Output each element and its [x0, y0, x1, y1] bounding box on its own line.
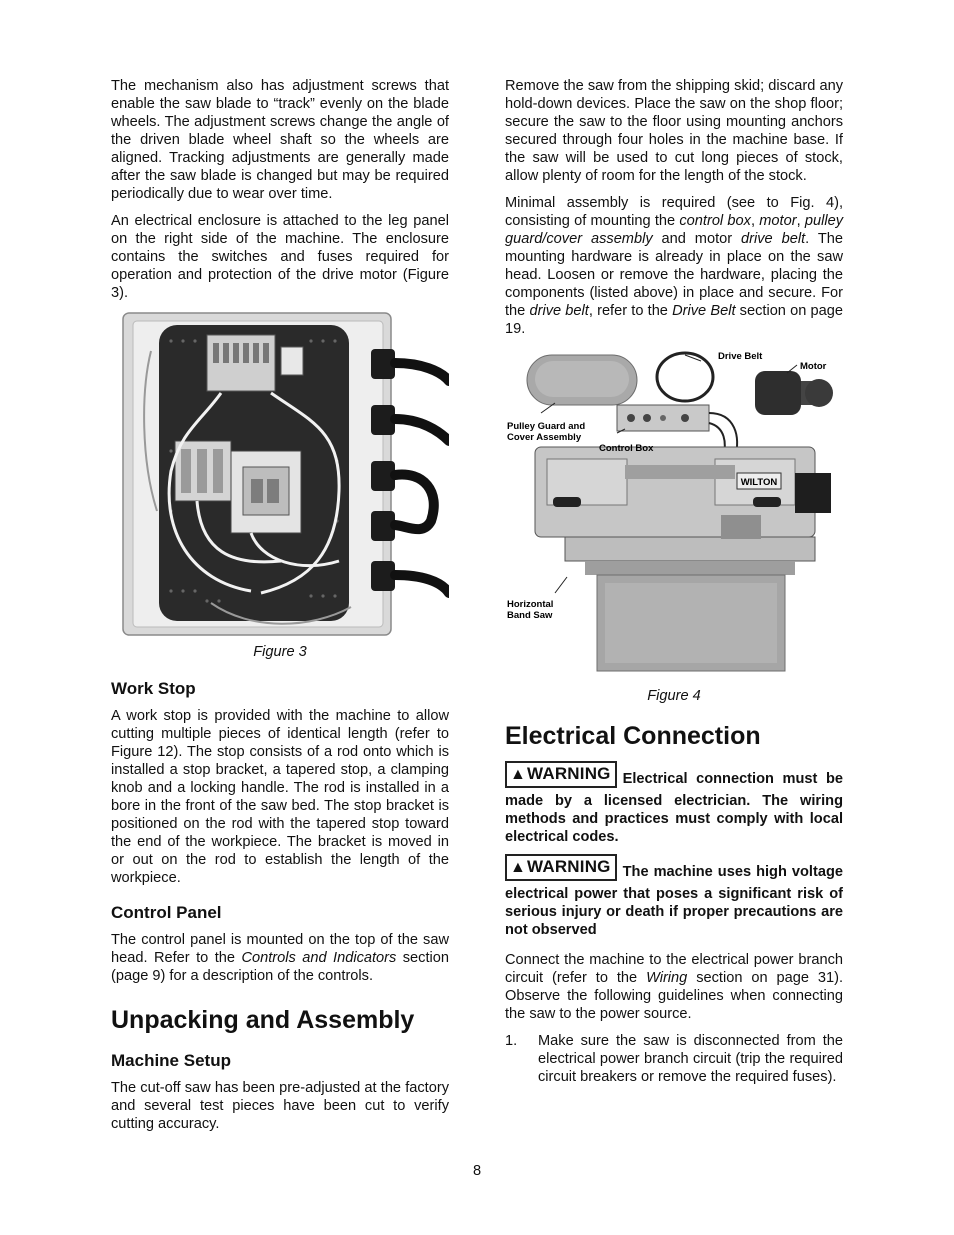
- control-panel-heading: Control Panel: [111, 903, 222, 922]
- right-column: [505, 77, 843, 1086]
- connect-machine-paragraph: Connect the machine to the electrical power branch circuit (refer to the Wiring section on page 31). Observe the following guidelines when connecting the saw to the power source.: [505, 952, 843, 1022]
- unpacking-assembly-heading: Unpacking and Assembly: [111, 1006, 415, 1034]
- remove-saw-paragraph: Remove the saw from the shipping skid; discard any hold-down devices. Place the saw on the shop floor; secure the saw to the floor using mounting anchors secured through four holes in the machine base. If the saw will be used to cut long pieces of stock, allow plenty of room for the length of the stock.: [505, 78, 843, 184]
- work-stop-heading: Work Stop: [111, 679, 196, 698]
- figure-3-electrical-enclosure-photo: [111, 311, 449, 637]
- band-saw-illustration: [505, 347, 843, 677]
- drive-belt-label: Drive Belt: [718, 351, 763, 362]
- left-column: [111, 77, 449, 1142]
- wilton-brand-label: WILTON: [740, 477, 778, 488]
- enclosure-illustration: [111, 311, 449, 637]
- connection-steps-list: [505, 1032, 843, 1086]
- pulley-guard-label-line-2: Cover Assembly: [507, 432, 582, 443]
- warning-triangle-icon: ▲: [510, 766, 527, 783]
- figure-4-assembly-photo: [505, 347, 843, 677]
- motor-label: Motor: [800, 361, 827, 372]
- page-number: 8: [472, 1163, 482, 1179]
- warning-high-voltage: ▲WARNING The machine uses high voltage electrical power that poses a significant risk of serious injury or death if proper precautions are not observed: [505, 858, 843, 939]
- control-box-label: Control Box: [599, 443, 654, 454]
- enclosure-paragraph: An electrical enclosure is attached to the leg panel on the right side of the machine. The enclosure contains the switches and fuses required for operation and protection of the drive motor (Figure 3).: [111, 213, 449, 301]
- horizontal-band-saw-label-line-1: Horizontal: [507, 599, 554, 610]
- warning-triangle-icon: ▲: [510, 859, 527, 876]
- assembly-paragraph: Minimal assembly is required (see to Fig. 4), consisting of mounting the control box, motor, pulley guard/cover assembly and motor drive belt. The mounting hardware is already in place on the saw head. Loosen or remove the hardware, placing the components (listed above) in place and secure. For the drive belt, refer to the Drive Belt section on page 19.: [505, 195, 844, 337]
- figure-3-caption: Figure 3: [253, 644, 307, 660]
- electrical-connection-heading: Electrical Connection: [505, 722, 761, 750]
- work-stop-paragraph: A work stop is provided with the machine to allow cutting multiple pieces of identical length (refer to Figure 12). The stop consists of a rod onto which is installed a stop bracket, a tapered stop, a clamping knob and a locking handle. The rod is installed in a bore in the front of the saw bed. The stop bracket is positioned on the rod with the tapered stop toward the end of the workpiece. The bracket is moved in or out on the rod to establish the length of the workpiece.: [111, 708, 449, 886]
- controls-indicators-ref: Controls and Indicators: [241, 950, 397, 966]
- figure-4-caption: Figure 4: [647, 688, 701, 704]
- warning-badge: ▲WARNING: [505, 854, 617, 881]
- wiring-ref: Wiring: [646, 970, 688, 986]
- machine-setup-heading: Machine Setup: [111, 1051, 231, 1070]
- control-panel-paragraph: The control panel is mounted on the top of the saw head. Refer to the Controls and Indicators section (page 9) for a description of the controls.: [111, 932, 449, 984]
- tracking-paragraph: The mechanism also has adjustment screws that enable the saw blade to “track” evenly on the blade wheels. The adjustment screws change the angle of the driven blade wheel shaft so the wheels are aligned. Tracking adjustments are generally made after the saw blade is changed but may be required periodically due to wear over time.: [111, 78, 449, 202]
- machine-setup-paragraph: The cut-off saw has been pre-adjusted at the factory and several test pieces have been cut to verify cutting accuracy.: [111, 1080, 449, 1132]
- warning-badge: ▲WARNING: [505, 761, 617, 788]
- list-item: 1. Make sure the saw is disconnected from the electrical power branch circuit (trip the required circuit breakers or remove the required fuses).: [505, 1033, 843, 1085]
- warning-licensed-electrician: ▲WARNING Electrical connection must be made by a licensed electrician. The wiring methods and practices must comply with local electrical codes.: [505, 765, 843, 846]
- pulley-guard-label-line-1: Pulley Guard and: [507, 421, 586, 432]
- horizontal-band-saw-label-line-2: Band Saw: [507, 610, 553, 621]
